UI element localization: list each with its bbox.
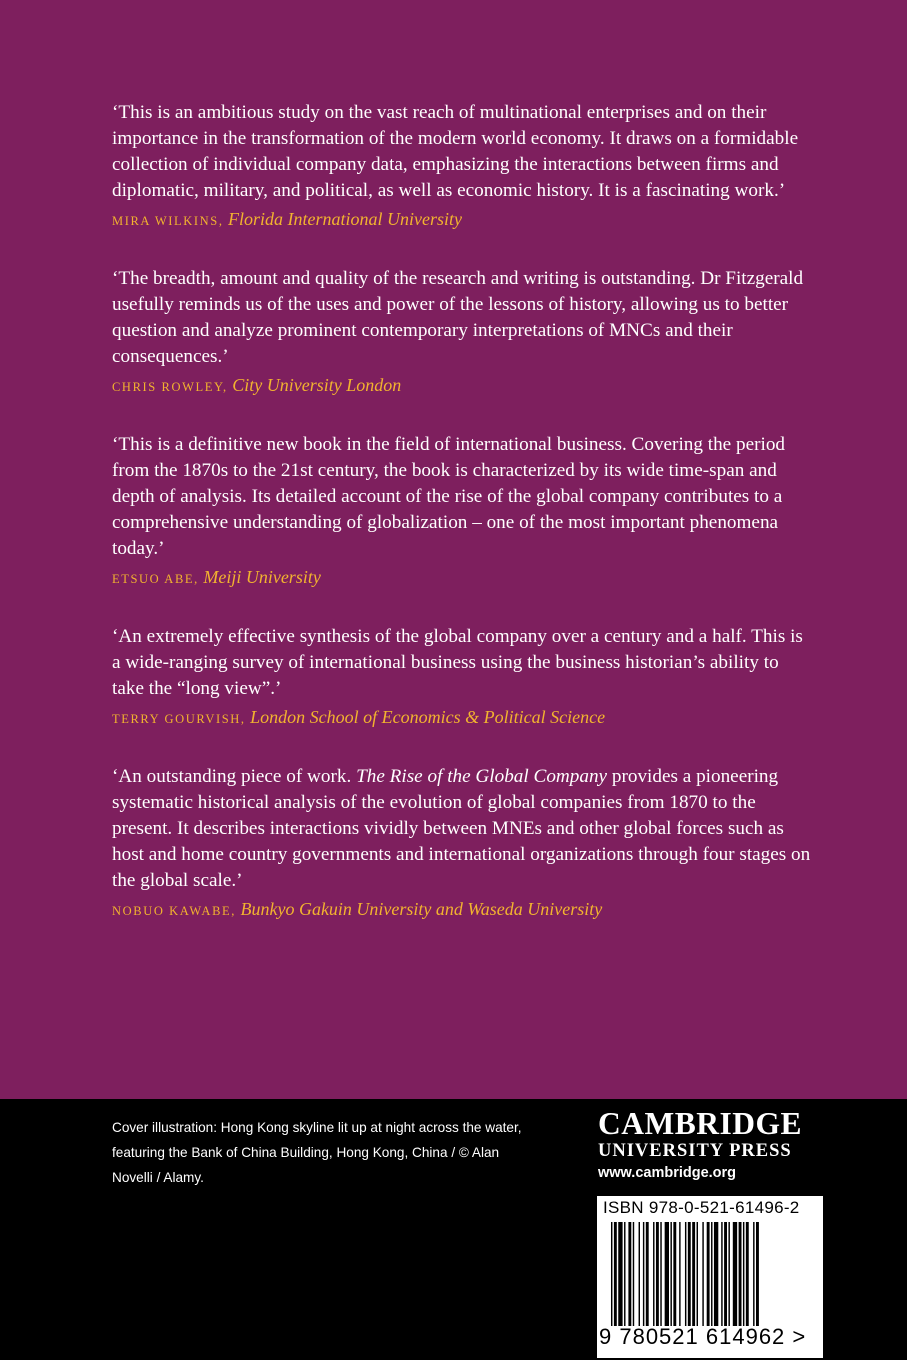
review-quote: ‘An extremely effective synthesis of the global company over a century and a half. This is a wide-ranging survey of international business using the business historian’s ability to take the “long view”.’ xyxy=(112,626,803,699)
review-quote: ‘This is a definitive new book in the field of international business. Covering the period from the 1870s to the 21st century, the book is characterized by its wide time-span and depth of analysis. Its detailed account of the rise of the global company contributes to a comprehensive understanding of globalization – one of the most important phenomena today.’ xyxy=(112,434,786,559)
publisher-logo-name: CAMBRIDGE xyxy=(598,1106,803,1141)
review-quote: ‘This is an ambitious study on the vast reach of multinational enterprises and on their importance in the transformation of the modern world economy. It draws on a formidable collection of individual company data, emphasizing the interactions between firms and diplomatic, military, and political, as well as economic history. It is a fascinating work.’ xyxy=(112,102,799,201)
reviewer-institution: City University London xyxy=(232,375,402,395)
isbn-label: ISBN 978-0-521-61496-2 xyxy=(603,1198,800,1217)
publisher-url: www.cambridge.org xyxy=(598,1165,737,1181)
reviewer-institution: London School of Economics & Political Science xyxy=(250,707,606,727)
quote-text-after: provides a pioneering systematic historical analysis of the evolution of global companies from 1870 to the present. It describes interactions vividly between MNEs and other global forces such as host and home country governments and international organizations through four stages on the global scale.’ xyxy=(112,766,811,891)
barcode-box xyxy=(597,1196,823,1358)
reviewer-name: TERRY GOURVISH, xyxy=(112,712,246,726)
review-2 xyxy=(112,266,812,399)
reviewer-name: NOBUO KAWABE, xyxy=(112,904,236,918)
reviewer-name: CHRIS ROWLEY, xyxy=(112,380,228,394)
footer-band xyxy=(0,1099,907,1360)
reviewer-name: MIRA WILKINS, xyxy=(112,214,224,228)
publisher-logo-sub: UNIVERSITY PRESS xyxy=(598,1141,792,1161)
book-title: The Rise of the Global Company xyxy=(356,766,608,787)
publisher-block xyxy=(598,1107,828,1185)
review-attribution xyxy=(112,207,812,233)
review-attribution xyxy=(112,373,812,399)
review-attribution xyxy=(112,565,812,591)
review-quote: ‘The breadth, amount and quality of the research and writing is outstanding. Dr Fitzgerald usefully reminds us of the uses and power of the lessons of history, allowing us to better question and analyze prominent contemporary interpretations of MNCs and their consequences.’ xyxy=(112,268,804,367)
reviewer-institution: Florida International University xyxy=(228,209,463,229)
quote-text-before: ‘An outstanding piece of work. xyxy=(112,766,357,787)
reviewer-name: ETSUO ABE, xyxy=(112,572,199,586)
barcode-icon xyxy=(611,1222,811,1326)
review-attribution xyxy=(112,897,812,923)
review-5 xyxy=(112,764,812,923)
review-1 xyxy=(112,100,812,233)
cover-credit: Cover illustration: Hong Kong skyline lit up at night across the water, featuring the Bank of China Building, Hong Kong, China / © Alan Novelli / Alamy. xyxy=(112,1120,522,1185)
reviewer-institution: Meiji University xyxy=(203,567,321,587)
review-3 xyxy=(112,432,812,591)
review-attribution xyxy=(112,705,812,731)
review-quote xyxy=(112,764,812,894)
review-4 xyxy=(112,624,812,731)
reviewer-institution: Bunkyo Gakuin University and Waseda University xyxy=(240,899,603,919)
barcode-digits: 9 780521 614962 > xyxy=(599,1324,807,1349)
reviews-section xyxy=(112,100,812,956)
